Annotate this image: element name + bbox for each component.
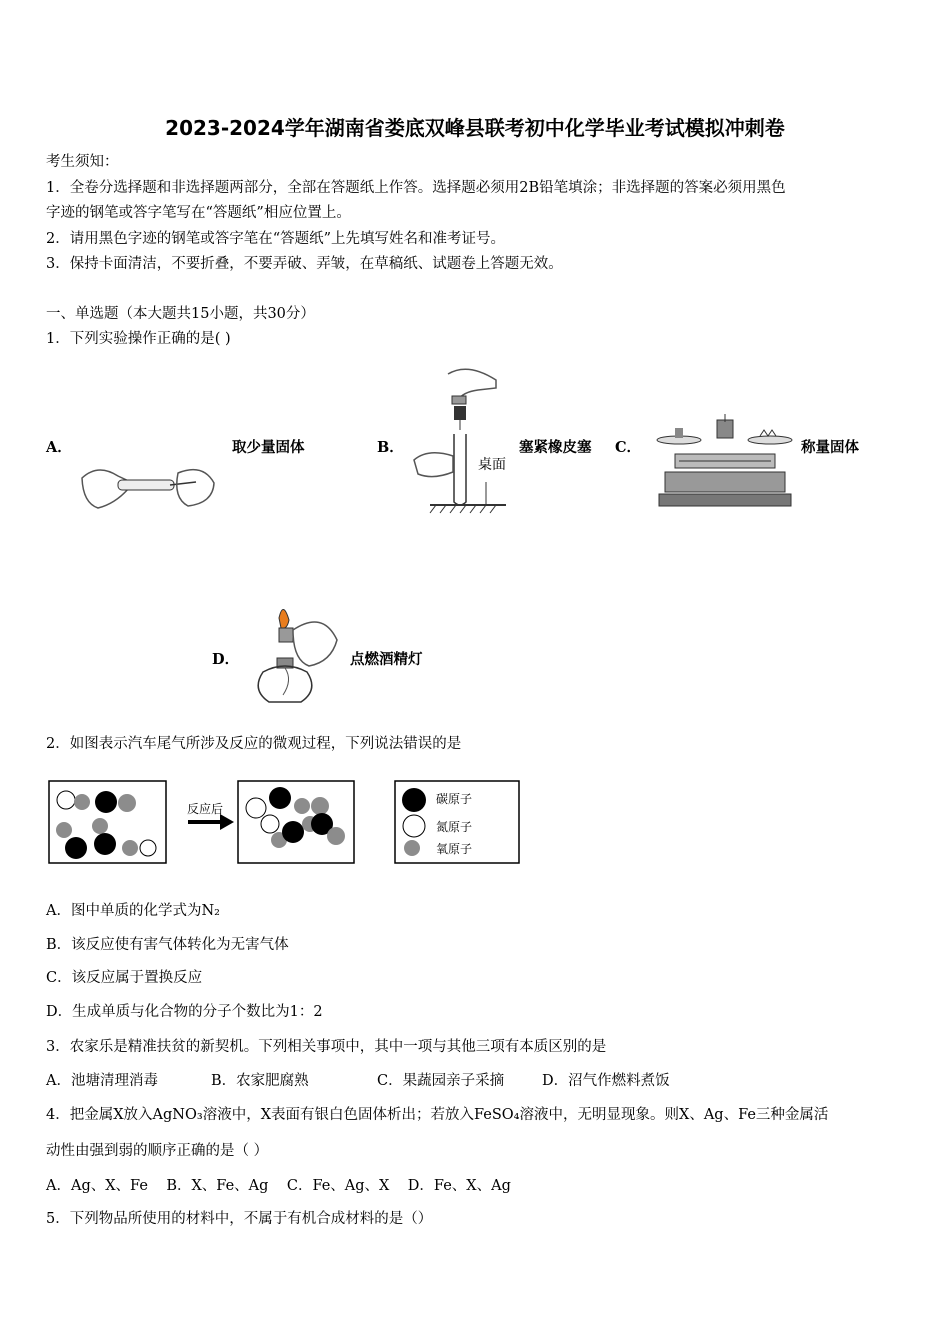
oxygen-atom — [311, 797, 329, 815]
notice-line-2: 2．请用黑色字迹的钢笔或答字笔在“答题纸”上先填写姓名和准考证号。 — [46, 231, 506, 247]
legend-nitrogen-label: 氮原子 — [436, 820, 473, 834]
notice-line-1b: 字迹的钢笔或答字笔写在“答题纸”相应位置上。 — [46, 205, 351, 221]
carbon-atom — [269, 787, 291, 809]
q2-stem: 2．如图表示汽车尾气所涉及反应的微观过程，下列说法错误的是 — [46, 736, 462, 752]
oxygen-atom — [118, 794, 136, 812]
alcohol-lamp-illustration — [243, 600, 343, 710]
q1-option-b-letter: B． — [377, 439, 404, 456]
q1-option-d-letter: D． — [212, 651, 240, 668]
nitrogen-atom — [261, 815, 279, 833]
q3-option-a: A．池塘清理消毒 — [46, 1073, 158, 1089]
carbon-legend-icon — [402, 788, 426, 812]
q2-option-c: C．该反应属于置换反应 — [46, 970, 203, 986]
legend-carbon-label: 碳原子 — [436, 792, 473, 806]
section-heading: 一、单选题（本大题共15小题，共30分） — [46, 306, 315, 322]
q4-stem-line1: 4．把金属X放入AgNO₃溶液中，X表面有银白色固体析出；若放入FeSO₄溶液中，无明显现象。则X、Ag、Fe三种金属活 — [46, 1107, 829, 1123]
oxygen-atom — [327, 827, 345, 845]
carbon-atom — [94, 833, 116, 855]
q2-option-b: B．该反应使有害气体转化为无害气体 — [46, 937, 289, 953]
desk-label: 桌面 — [478, 457, 506, 473]
q3-option-b: B．农家肥腐熟 — [211, 1073, 309, 1089]
q2-option-d: D．生成单质与化合物的分子个数比为1：2 — [46, 1004, 323, 1020]
page-title: 2023-2024学年湖南省娄底双峰县联考初中化学毕业考试模拟冲刺卷 — [165, 116, 785, 140]
oxygen-atom — [56, 822, 72, 838]
q4-options: A．Ag、X、Fe B．X、Fe、Ag C．Fe、Ag、X D．Fe、X、Ag — [46, 1178, 511, 1194]
q1-stem: 1．下列实验操作正确的是( ) — [46, 331, 231, 347]
notice-line-1a: 1．全卷分选择题和非选择题两部分，全部在答题纸上作答。选择题必须用2B铅笔填涂；非选择题的答案必须用黑色 — [46, 180, 786, 196]
q1-option-c-letter: C． — [615, 439, 642, 456]
carbon-atom — [95, 791, 117, 813]
q4-stem-line2: 动性由强到弱的顺序正确的是（ ） — [46, 1143, 269, 1159]
oxygen-atom — [92, 818, 108, 834]
hands-test-tube-illustration — [78, 458, 218, 518]
rubber-stopper-illustration — [408, 362, 513, 514]
oxygen-atom — [74, 794, 90, 810]
nitrogen-legend-icon — [403, 815, 425, 837]
oxygen-legend-icon — [404, 840, 420, 856]
carbon-atom — [65, 837, 87, 859]
legend-oxygen-label: 氧原子 — [436, 842, 473, 856]
q1-option-a-text: 取少量固体 — [232, 439, 305, 456]
notice-line-3: 3．保持卡面清洁，不要折叠，不要弄破、弄皱，在草稿纸、试题卷上答题无效。 — [46, 256, 563, 272]
q1-option-a-letter: A． — [46, 439, 72, 456]
carbon-atom — [282, 821, 304, 843]
oxygen-atom — [294, 798, 310, 814]
q3-stem: 3．农家乐是精准扶贫的新契机。下列相关事项中，其中一项与其他三项有本质区别的是 — [46, 1039, 607, 1055]
nitrogen-atom — [246, 798, 266, 818]
nitrogen-atom — [140, 840, 156, 856]
q1-option-d-text: 点燃酒精灯 — [350, 651, 423, 668]
oxygen-atom — [122, 840, 138, 856]
q1-option-b-text: 塞紧橡皮塞 — [519, 439, 592, 456]
arrow-label: 反应后 — [187, 802, 224, 816]
q3-option-d: D．沼气作燃料煮饭 — [542, 1073, 670, 1089]
q3-option-c: C．果蔬园亲子采摘 — [377, 1073, 505, 1089]
balance-scale-illustration — [655, 414, 795, 512]
nitrogen-atom — [57, 791, 75, 809]
q1-option-c-text: 称量固体 — [801, 439, 859, 456]
notice-heading: 考生须知： — [46, 154, 119, 170]
q5-stem: 5．下列物品所使用的材料中，不属于有机合成材料的是（） — [46, 1211, 433, 1227]
q2-option-a: A．图中单质的化学式为N₂ — [46, 903, 220, 919]
